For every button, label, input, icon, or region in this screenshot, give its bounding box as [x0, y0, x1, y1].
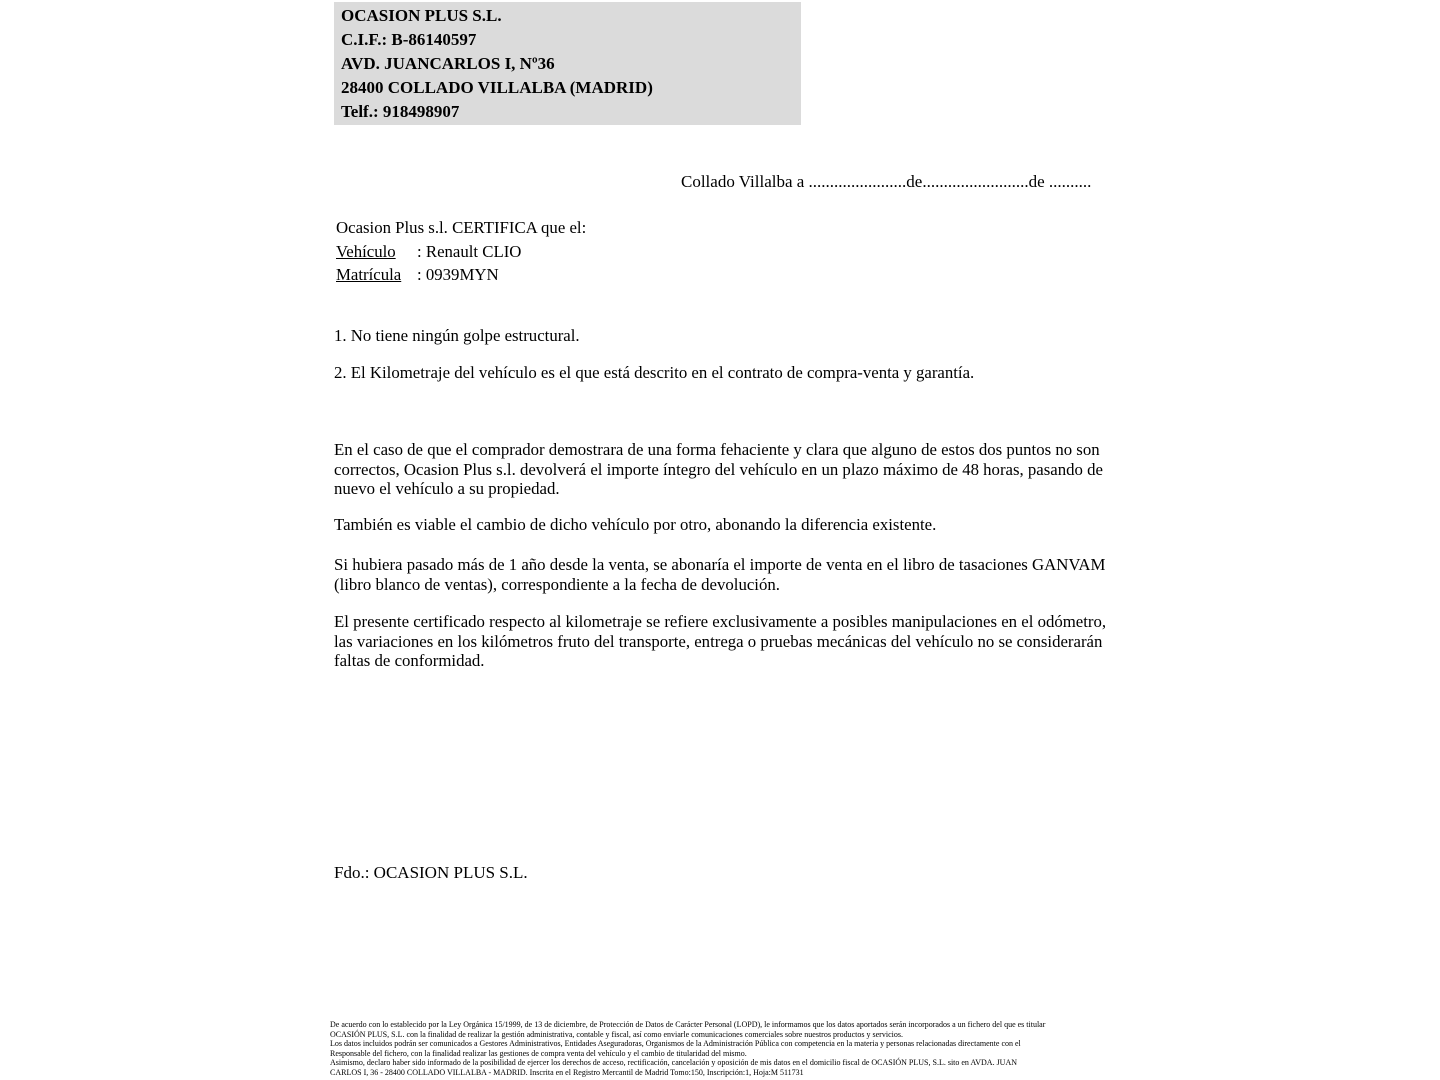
company-name: OCASION PLUS S.L. — [341, 6, 502, 25]
condition-point-2: 2. El Kilometraje del vehículo es el que está descrito en el contrato de compra-venta y garantía. — [334, 363, 975, 382]
plate-field — [336, 263, 586, 287]
legal-line-6: CARLOS I, 36 - 28400 COLLADO VILLALBA - MADRID. Inscrita en el Registro Mercantil de Madrid Tomo:150, Inscripción:1, Hoja:M 511731 — [330, 1067, 804, 1077]
plate-label: Matrícula — [336, 265, 402, 284]
company-header-box — [334, 2, 801, 125]
certify-intro: Ocasion Plus s.l. CERTIFICA que el: — [336, 218, 587, 237]
signature-line: Fdo.: OCASION PLUS S.L. — [334, 863, 528, 882]
date-line: Collado Villalba a .......................de.........................de .......... — [681, 172, 1092, 191]
plate-separator: : — [417, 265, 422, 284]
exchange-paragraph: También es viable el cambio de dicho vehículo por otro, abonando la diferencia existente. — [334, 515, 937, 534]
company-phone: Telf.: 918498907 — [341, 102, 460, 121]
legal-line-1: De acuerdo con lo establecido por la Ley Orgánica 15/1999, de 13 de diciembre, de Protección de Datos de Carácter Personal (LOPD), le informamos que los datos aportados serán incorporados a un fichero del que es titular — [330, 1020, 1046, 1029]
odometer-paragraph: El presente certificado respecto al kilometraje se refiere exclusivamente a posibles manipulaciones en el odómetro, las variaciones en los kilómetros fruto del transporte, entrega o pruebas mecánicas del vehículo no se considerarán faltas de conformidad. — [334, 612, 1107, 671]
refund-paragraph: En el caso de que el comprador demostrara de una forma fehaciente y clara que alguno de estos dos puntos no son correctos, Ocasion Plus s.l. devolverá el importe íntegro del vehículo en un plazo máximo de 48 horas, pasando de nuevo el vehículo a su propiedad. — [334, 440, 1103, 499]
plate-value: 0939MYN — [425, 265, 499, 284]
legal-line-5: Asimismo, declaro haber sido informado de la posibilidad de ejercer los derechos de acceso, rectificación, cancelación y oposición de mis datos en el domicilio fiscal de OCASIÓN PLUS, S.L. sito en AVDA. JUAN — [330, 1058, 1018, 1068]
company-address: AVD. JUANCARLOS I, Nº36 — [341, 54, 555, 73]
certify-block — [336, 216, 586, 287]
condition-point-1: 1. No tiene ningún golpe estructural. — [334, 326, 580, 345]
legal-line-4: Responsable del fichero, con la finalidad realizar las gestiones de compra venta del vehículo y el cambio de titularidad del mismo. — [330, 1048, 747, 1058]
vehicle-label: Vehículo — [336, 241, 396, 261]
legal-line-3: Los datos incluidos podrán ser comunicados a Gestores Administrativos, Entidades Aseguradoras, Organismos de la Administración Pública con competencia en la materia y personas relacionadas directamente con el — [330, 1039, 1021, 1049]
legal-footer — [330, 1020, 1120, 1078]
ganvam-paragraph: Si hubiera pasado más de 1 año desde la venta, se abonaría el importe de venta en el libro de tasaciones GANVAM (libro blanco de ventas), correspondiente a la fecha de devolución. — [334, 555, 1106, 594]
vehicle-value: Renault CLIO — [425, 241, 522, 261]
legal-line-2: OCASIÓN PLUS, S.L. con la finalidad de realizar la gestión administrativa, contable y fiscal, así como enviarle comunicaciones comerciales sobre nuestros productos y servicios. — [330, 1029, 903, 1039]
vehicle-field — [336, 240, 586, 264]
company-cif: C.I.F.: B-86140597 — [341, 30, 477, 49]
company-city: 28400 COLLADO VILLALBA (MADRID) — [341, 78, 653, 97]
vehicle-separator: : — [417, 241, 422, 261]
